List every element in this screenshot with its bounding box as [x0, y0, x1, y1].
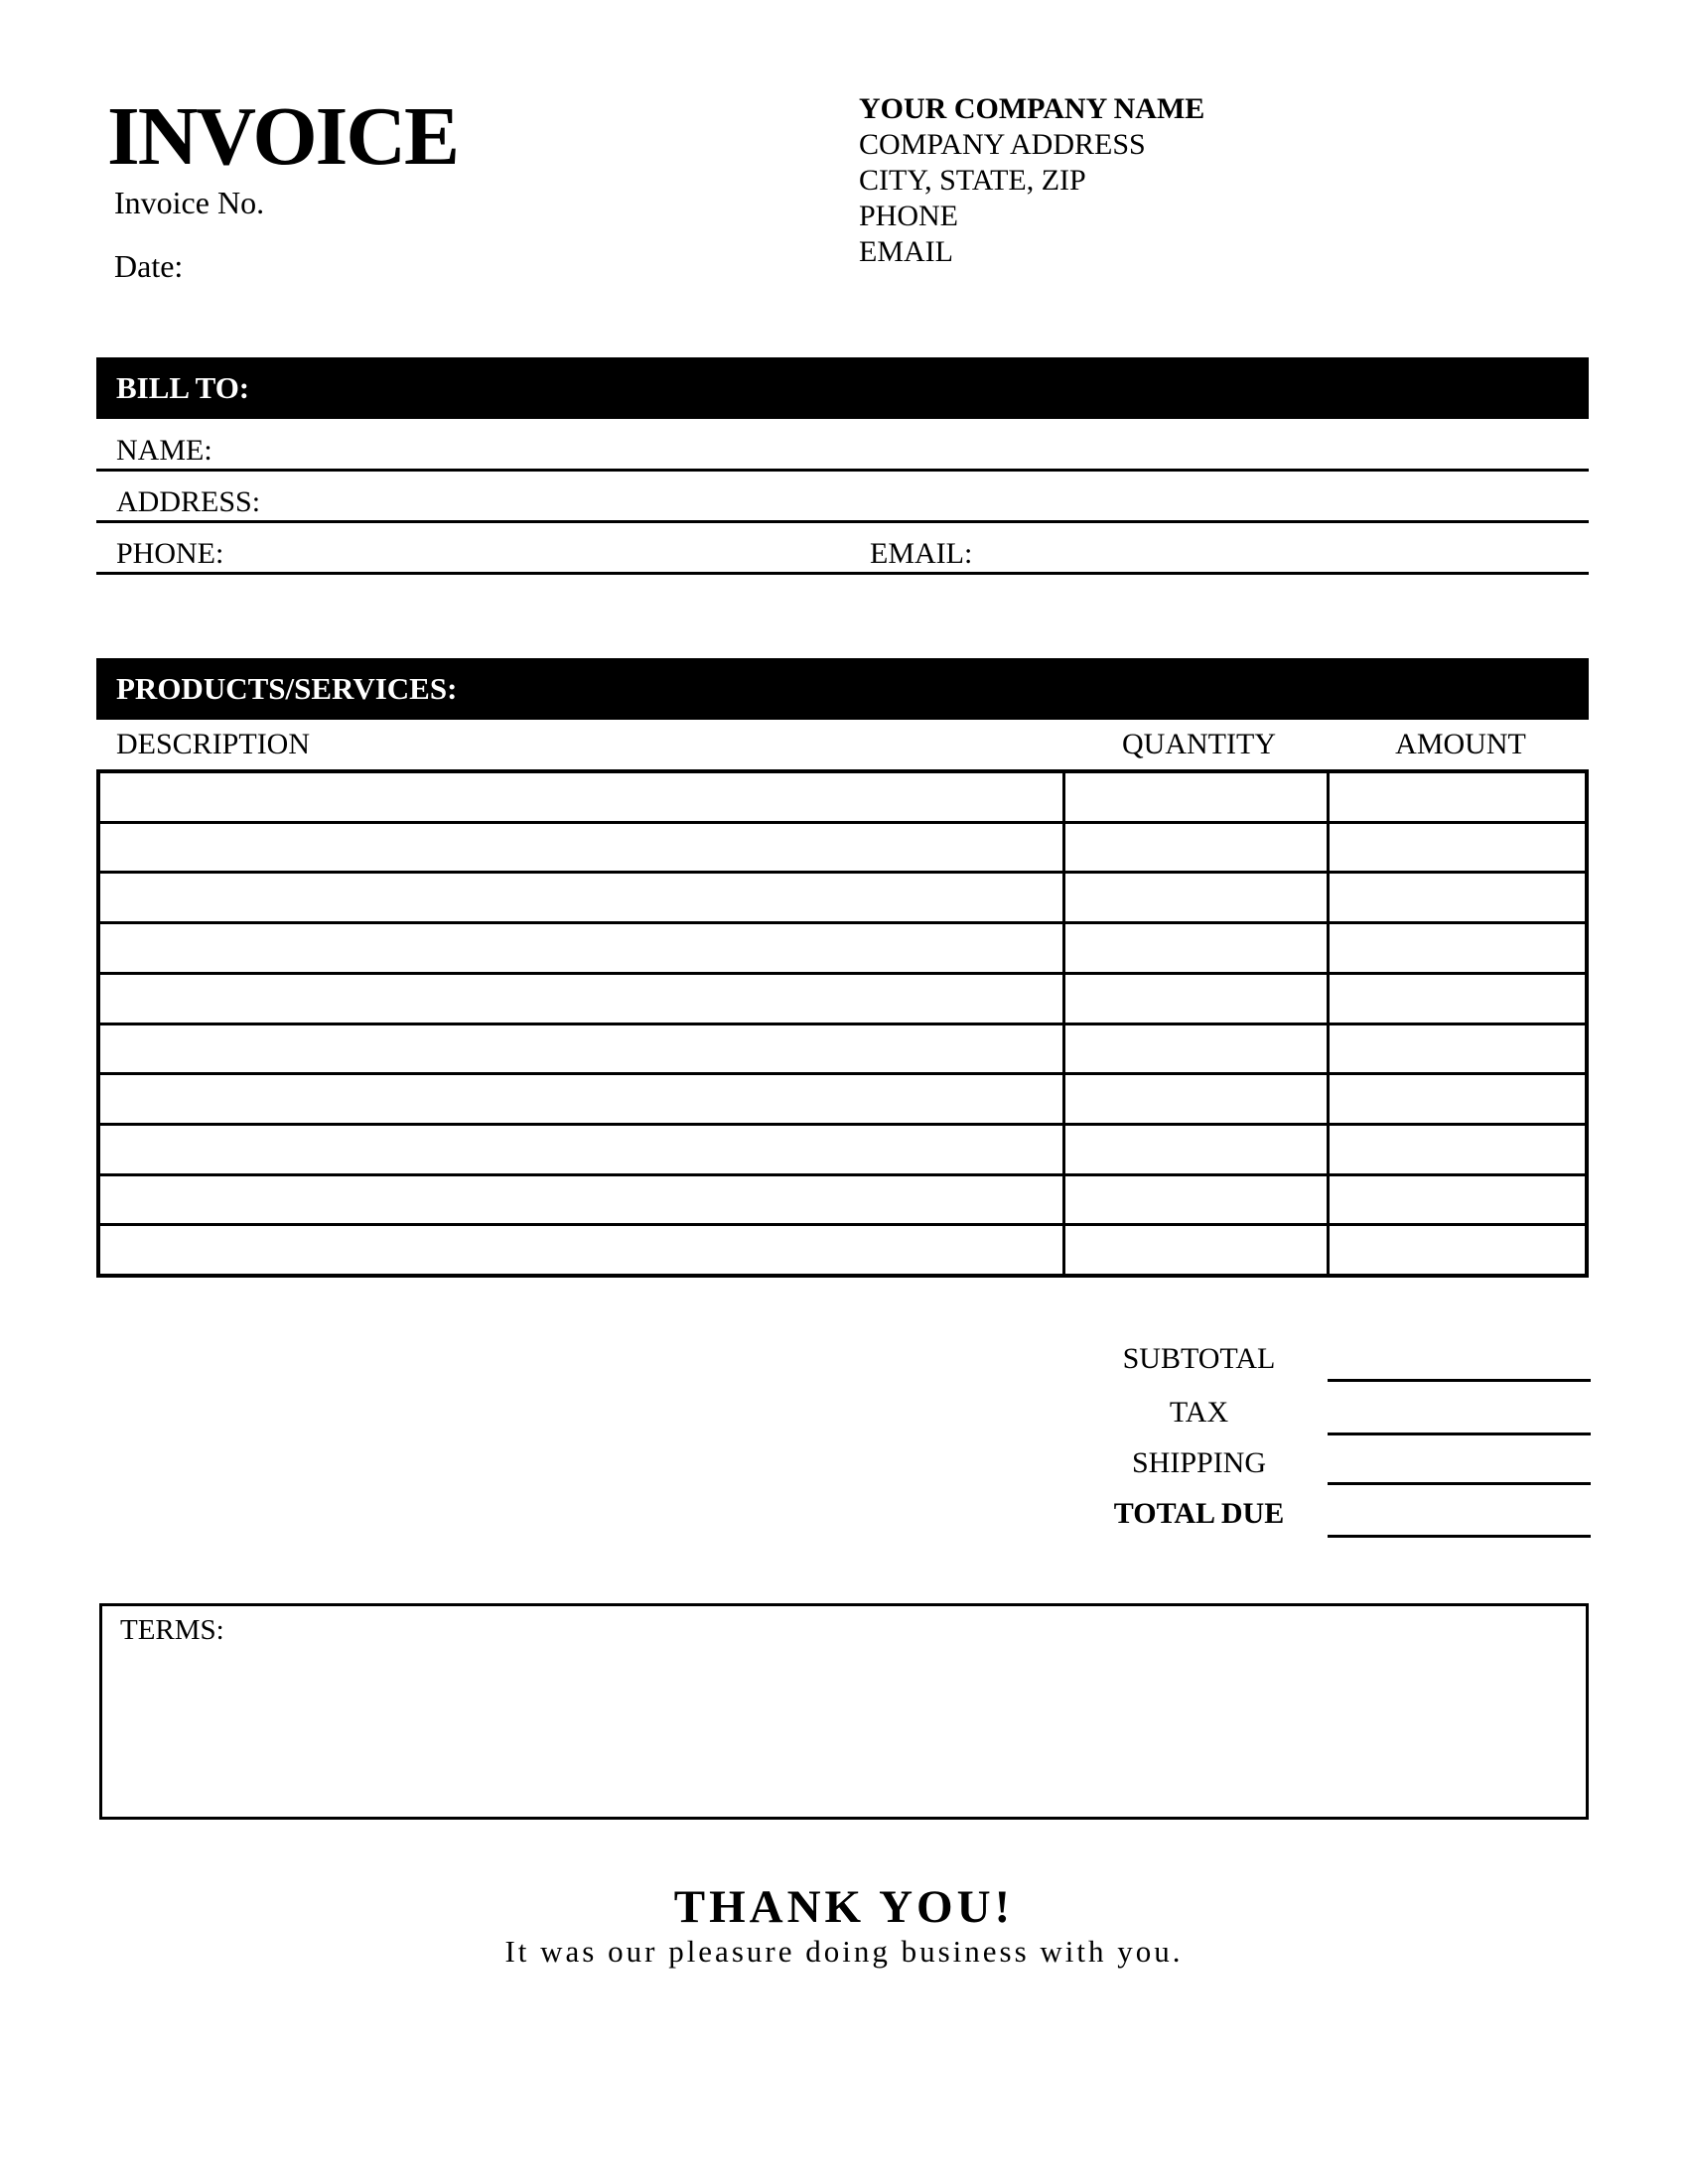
terms-box[interactable]: [99, 1603, 1589, 1820]
table-cell-quantity[interactable]: [1065, 975, 1330, 1023]
company-city-state-zip: CITY, STATE, ZIP: [859, 164, 1086, 197]
bill-to-address-field-line[interactable]: [96, 520, 1589, 523]
table-cell-amount[interactable]: [1330, 1075, 1585, 1123]
table-cell-amount[interactable]: [1330, 1226, 1585, 1274]
table-cell-amount[interactable]: [1330, 1126, 1585, 1173]
company-address: COMPANY ADDRESS: [859, 128, 1146, 161]
page-title: INVOICE: [107, 90, 459, 183]
table-row: [100, 1176, 1585, 1227]
subtotal-label: SUBTOTAL: [1122, 1342, 1276, 1375]
bill-to-phone-email-field-line[interactable]: [96, 572, 1589, 575]
terms-label: TERMS:: [120, 1614, 224, 1646]
tax-label: TAX: [1169, 1396, 1229, 1429]
line-items-table: [96, 769, 1589, 1278]
shipping-value-line[interactable]: [1328, 1482, 1591, 1485]
thank-you-text: THANK YOU!: [673, 1881, 1015, 1933]
table-cell-description[interactable]: [100, 1075, 1065, 1123]
table-row: [100, 1025, 1585, 1076]
table-cell-quantity[interactable]: [1065, 1025, 1330, 1073]
column-header-quantity: QUANTITY: [1122, 728, 1276, 760]
table-cell-amount[interactable]: [1330, 924, 1585, 972]
table-cell-quantity[interactable]: [1065, 874, 1330, 921]
table-cell-description[interactable]: [100, 1176, 1065, 1224]
company-info-block: [859, 91, 1204, 270]
table-cell-description[interactable]: [100, 874, 1065, 921]
column-header-description: DESCRIPTION: [116, 728, 311, 760]
table-cell-amount[interactable]: [1330, 975, 1585, 1023]
table-cell-quantity[interactable]: [1065, 924, 1330, 972]
bill-to-phone-label: PHONE:: [116, 537, 224, 570]
bill-to-section-header: BILL TO:: [96, 357, 1589, 419]
table-cell-amount[interactable]: [1330, 1176, 1585, 1224]
tax-value-line[interactable]: [1328, 1433, 1591, 1435]
table-cell-description[interactable]: [100, 924, 1065, 972]
table-cell-amount[interactable]: [1330, 1025, 1585, 1073]
table-cell-amount[interactable]: [1330, 874, 1585, 921]
shipping-label: SHIPPING: [1131, 1446, 1267, 1479]
table-row: [100, 924, 1585, 975]
footer-message: It was our pleasure doing business with you.: [504, 1934, 1184, 1969]
table-cell-description[interactable]: [100, 773, 1065, 821]
table-cell-amount[interactable]: [1330, 773, 1585, 821]
table-row: [100, 1226, 1585, 1274]
bill-to-name-field-line[interactable]: [96, 469, 1589, 472]
date-label: Date:: [114, 248, 184, 284]
column-header-amount: AMOUNT: [1395, 728, 1526, 760]
company-email: EMAIL: [859, 235, 953, 268]
company-name: YOUR COMPANY NAME: [859, 92, 1205, 125]
total-due-value-line[interactable]: [1328, 1535, 1591, 1538]
subtotal-value-line[interactable]: [1328, 1379, 1591, 1382]
invoice-number-label: Invoice No.: [114, 185, 265, 220]
products-section-header: PRODUCTS/SERVICES:: [96, 658, 1589, 720]
table-cell-description[interactable]: [100, 1126, 1065, 1173]
table-cell-description[interactable]: [100, 1025, 1065, 1073]
table-cell-quantity[interactable]: [1065, 1075, 1330, 1123]
table-cell-quantity[interactable]: [1065, 773, 1330, 821]
table-cell-description[interactable]: [100, 1226, 1065, 1274]
table-row: [100, 773, 1585, 824]
table-cell-description[interactable]: [100, 824, 1065, 872]
company-phone: PHONE: [859, 200, 959, 232]
table-row: [100, 874, 1585, 924]
table-cell-description[interactable]: [100, 975, 1065, 1023]
total-due-label: TOTAL DUE: [1113, 1497, 1285, 1530]
table-row: [100, 1126, 1585, 1176]
table-row: [100, 824, 1585, 875]
bill-to-address-label: ADDRESS:: [116, 485, 261, 518]
table-cell-amount[interactable]: [1330, 824, 1585, 872]
bill-to-name-label: NAME:: [116, 434, 212, 467]
table-row: [100, 1075, 1585, 1126]
bill-to-email-label: EMAIL:: [870, 537, 973, 570]
table-cell-quantity[interactable]: [1065, 1126, 1330, 1173]
table-cell-quantity[interactable]: [1065, 1226, 1330, 1274]
table-cell-quantity[interactable]: [1065, 824, 1330, 872]
table-cell-quantity[interactable]: [1065, 1176, 1330, 1224]
table-row: [100, 975, 1585, 1025]
